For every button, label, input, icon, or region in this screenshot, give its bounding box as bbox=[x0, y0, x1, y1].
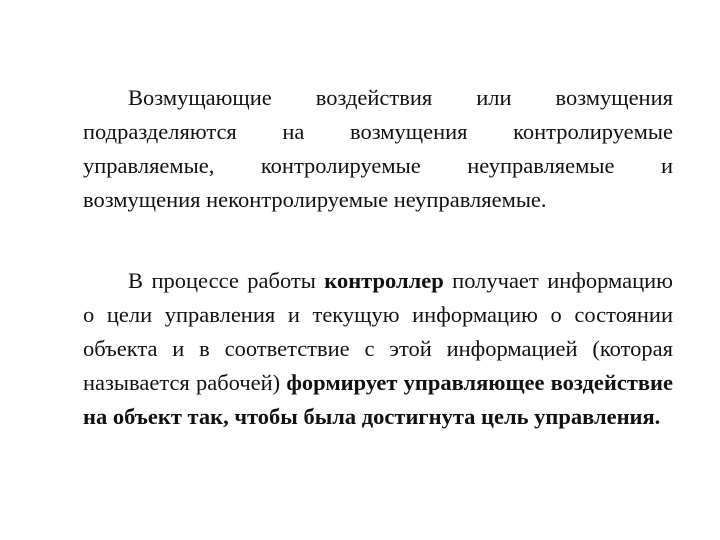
bold-conclusion: формирует управляющее воздействие на объект так, чтобы была достигнута цель управления. bbox=[83, 370, 673, 429]
paragraph-disturbances-text: Возмущающие воздействия или возмущения подразделяются на возмущения контролируемые управляемые, контролируемые неуправляемые и возмущения неконтролируемые неуправляемые. bbox=[83, 85, 673, 212]
paragraph-controller-middle: получает информацию о цели управления и текущую информацию о состоянии объекта и в соответствие с этой информацией (которая называется рабочей) bbox=[83, 268, 673, 395]
paragraph-controller-lead: В процессе работы bbox=[128, 268, 325, 293]
paragraph-controller-text bbox=[83, 264, 673, 434]
paragraph-controller bbox=[83, 264, 673, 434]
bold-term-controller: контроллер bbox=[324, 268, 444, 293]
paragraph-disturbances bbox=[83, 81, 673, 217]
